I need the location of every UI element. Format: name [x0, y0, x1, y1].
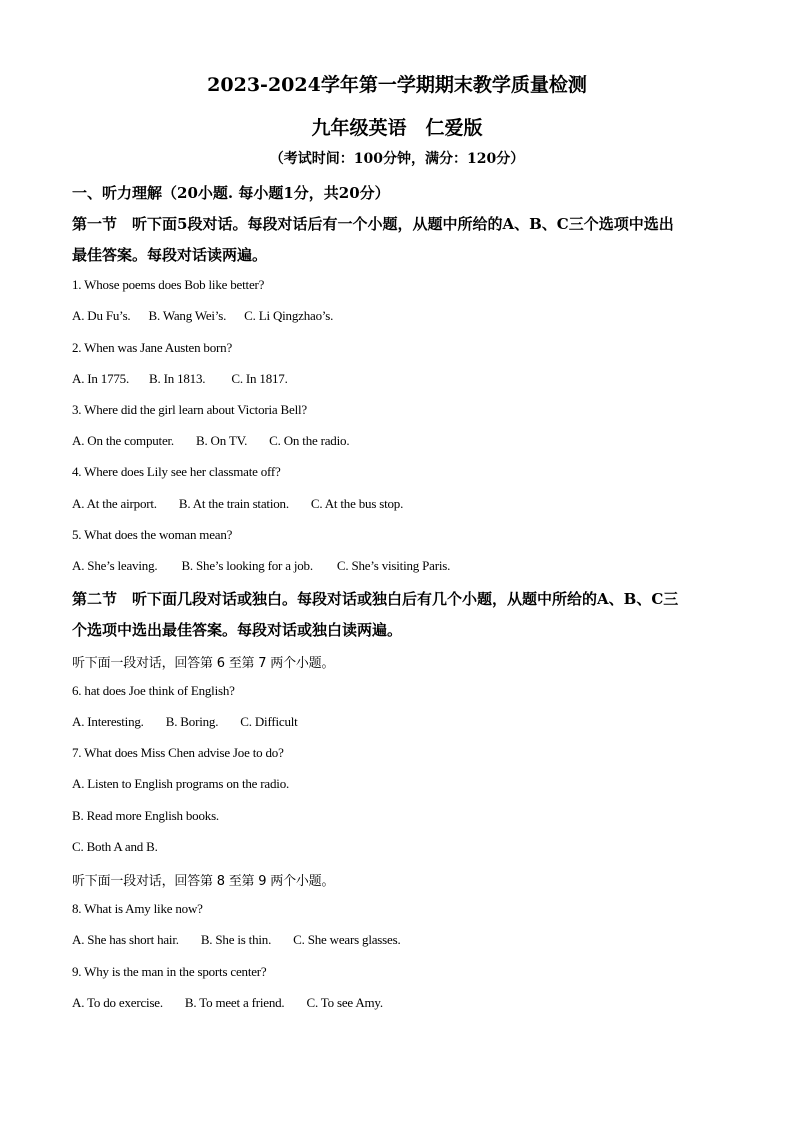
q6-option-a: A. Interesting.: [72, 714, 144, 729]
q4-option-b: B. At the train station.: [178, 496, 289, 511]
q9-option-c: C. To see Amy.: [306, 995, 383, 1010]
question-3: 3. Where did the girl learn about Victoria Bell?: [72, 402, 307, 417]
exam-subtitle: 九年级英语 仁爱版: [311, 117, 483, 139]
question-2-options: [72, 371, 722, 387]
q9-option-b: B. To meet a friend.: [184, 995, 285, 1010]
q1-option-a: A. Du Fu’s.: [72, 308, 131, 323]
section1-instructions-line1: 第一节 听下面5段对话。每段对话后有一个小题，从题中所给的A、B、C三个选项中选出: [72, 215, 674, 233]
question-4: 4. Where does Lily see her classmate off?: [72, 464, 281, 479]
q5-option-c: C. She’s visiting Paris.: [336, 558, 451, 573]
q2-option-a: A. In 1775.: [72, 371, 130, 386]
q4-option-c: C. At the bus stop.: [310, 496, 404, 511]
question-9: 9. Why is the man in the sports center?: [72, 964, 267, 979]
instruction-q8-q9: 听下面一段对话，回答第 8 至第 9 两个小题。: [72, 874, 335, 889]
question-5: 5. What does the woman mean?: [72, 527, 233, 542]
exam-info: （考试时间：100分钟，满分：120分）: [269, 151, 525, 167]
q5-option-a: A. She’s leaving.: [72, 558, 158, 573]
part1-heading: 一、听力理解（20小题. 每小题1分，共20分）: [72, 184, 390, 202]
question-7: 7. What does Miss Chen advise Joe to do?: [72, 745, 284, 760]
instruction-q6-q7: 听下面一段对话，回答第 6 至第 7 两个小题。: [72, 656, 335, 671]
q6-option-b: B. Boring.: [165, 714, 219, 729]
question-3-options: [72, 433, 722, 449]
q2-option-c: C. In 1817.: [231, 371, 288, 386]
section2-instructions-line2: 个选项中选出最佳答案。每段对话或独白读两遍。: [72, 621, 403, 639]
question-1: 1. Whose poems does Bob like better?: [72, 277, 265, 292]
q8-option-a: A. She has short hair.: [72, 932, 179, 947]
q7-option-b: B. Read more English books.: [72, 808, 219, 823]
question-1-options: [72, 308, 722, 324]
q8-option-c: C. She wears glasses.: [293, 932, 401, 947]
question-2: 2. When was Jane Austen born?: [72, 340, 233, 355]
q8-option-b: B. She is thin.: [200, 932, 272, 947]
q3-option-b: B. On TV.: [195, 433, 248, 448]
section1-instructions-line2: 最佳答案。每段对话读两遍。: [72, 246, 268, 264]
question-6-options: [72, 714, 722, 730]
q3-option-c: C. On the radio.: [269, 433, 350, 448]
exam-title: 2023-2024学年第一学期期末教学质量检测: [207, 74, 587, 96]
q9-option-a: A. To do exercise.: [72, 995, 163, 1010]
question-8-options: [72, 932, 722, 948]
question-4-options: [72, 496, 722, 512]
question-5-options: [72, 558, 722, 574]
q7-option-c: C. Both A and B.: [72, 839, 158, 854]
section2-instructions-line1: 第二节 听下面几段对话或独白。每段对话或独白后有几个小题，从题中所给的A、B、C三: [72, 590, 679, 608]
q5-option-b: B. She’s looking for a job.: [181, 558, 313, 573]
q6-option-c: C. Difficult: [240, 714, 298, 729]
question-8: 8. What is Amy like now?: [72, 901, 203, 916]
question-6: 6. hat does Joe think of English?: [72, 683, 235, 698]
q7-option-a: A. Listen to English programs on the radio.: [72, 776, 290, 791]
q1-option-c: C. Li Qingzhao’s.: [244, 308, 334, 323]
question-9-options: [72, 995, 722, 1011]
q2-option-b: B. In 1813.: [149, 371, 206, 386]
q4-option-a: A. At the airport.: [72, 496, 157, 511]
q1-option-b: B. Wang Wei’s.: [148, 308, 227, 323]
q3-option-a: A. On the computer.: [72, 433, 174, 448]
